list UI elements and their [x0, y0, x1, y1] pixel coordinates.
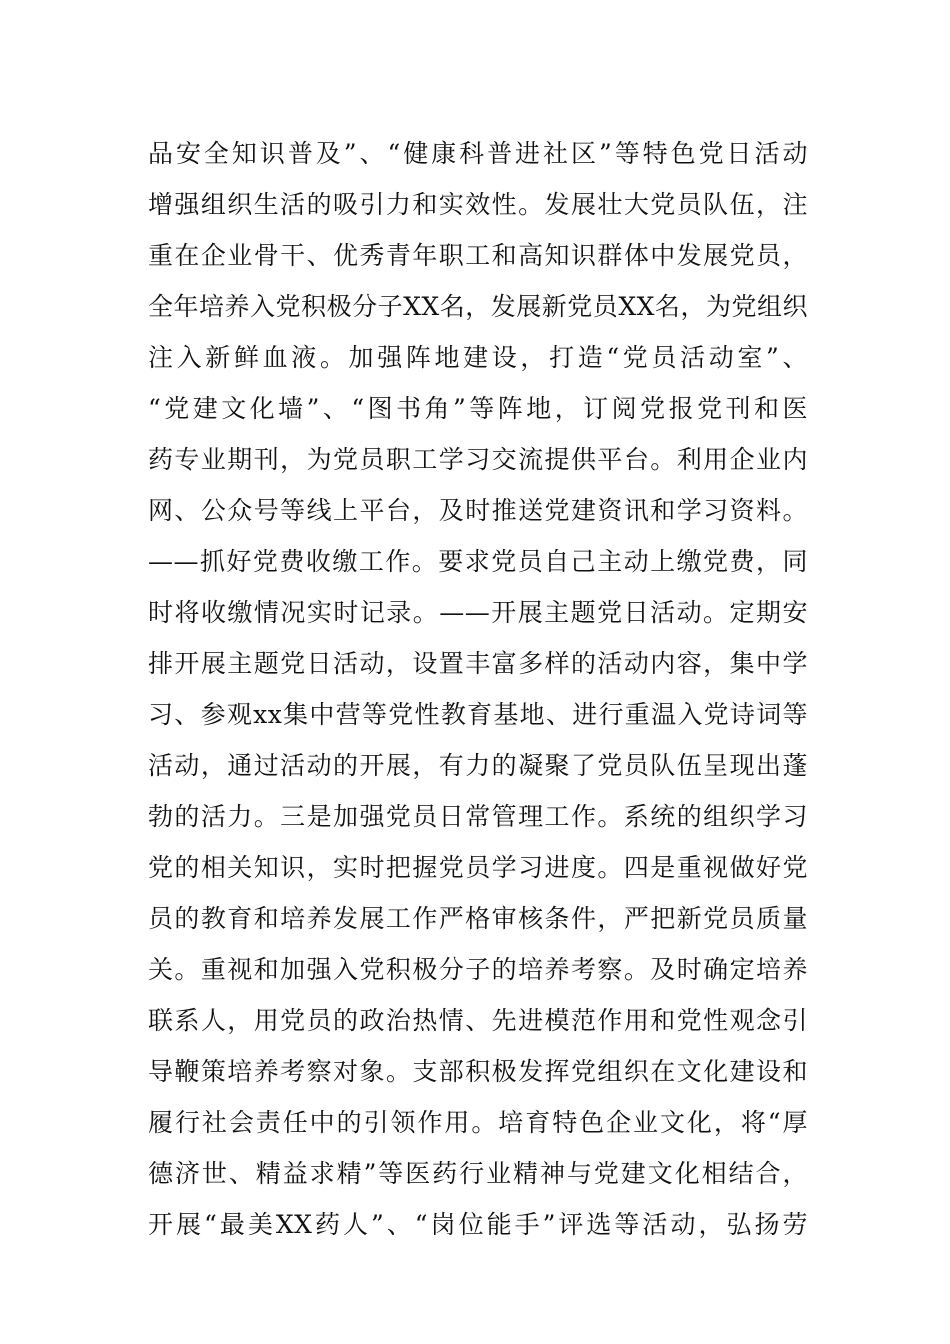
text-line: 勃的活力。三是加强党员日常管理工作。系统的组织学习: [148, 802, 808, 831]
text-line: 德济世、精益求精”等医药行业精神与党建文化相结合，: [148, 1159, 808, 1188]
text-line: 员的教育和培养发展工作严格审核条件，严把新党员质量: [148, 904, 808, 933]
text-line: “党建文化墙”、“图书角”等阵地，订阅党报党刊和医: [148, 394, 808, 423]
text-line: 党的相关知识，实时把握党员学习进度。四是重视做好党: [148, 853, 808, 882]
text-line: 注入新鲜血液。加强阵地建设，打造“党员活动室”、: [148, 343, 808, 372]
text-line: 联系人，用党员的政治热情、先进模范作用和党性观念引: [148, 1006, 808, 1035]
text-line: ——抓好党费收缴工作。要求党员自己主动上缴党费，同: [148, 547, 808, 576]
text-line: 品安全知识普及”、“健康科普进社区”等特色党日活动: [148, 139, 808, 168]
text-line: 导鞭策培养考察对象。支部积极发挥党组织在文化建设和: [148, 1057, 808, 1086]
text-line: 关。重视和加强入党积极分子的培养考察。及时确定培养: [148, 955, 808, 984]
text-line: 重在企业骨干、优秀青年职工和高知识群体中发展党员，: [148, 241, 808, 270]
text-line: 药专业期刊，为党员职工学习交流提供平台。利用企业内: [148, 445, 808, 474]
text-line: 排开展主题党日活动，设置丰富多样的活动内容，集中学: [148, 649, 808, 678]
text-line: 活动，通过活动的开展，有力的凝聚了党员队伍呈现出蓬: [148, 751, 808, 780]
text-line: 全年培养入党积极分子XX名，发展新党员XX名，为党组织: [148, 292, 808, 321]
text-line: 时将收缴情况实时记录。——开展主题党日活动。定期安: [148, 598, 808, 627]
body-text: [148, 128, 808, 1250]
text-line: 网、公众号等线上平台，及时推送党建资讯和学习资料。: [148, 496, 808, 525]
text-line: 履行社会责任中的引领作用。培育特色企业文化，将“厚: [148, 1108, 808, 1137]
text-line: 开展“最美XX药人”、“岗位能手”评选等活动，弘扬劳: [148, 1210, 808, 1239]
text-line: 增强组织生活的吸引力和实效性。发展壮大党员队伍，注: [148, 190, 808, 219]
text-line: 习、参观xx集中营等党性教育基地、进行重温入党诗词等: [148, 700, 808, 729]
